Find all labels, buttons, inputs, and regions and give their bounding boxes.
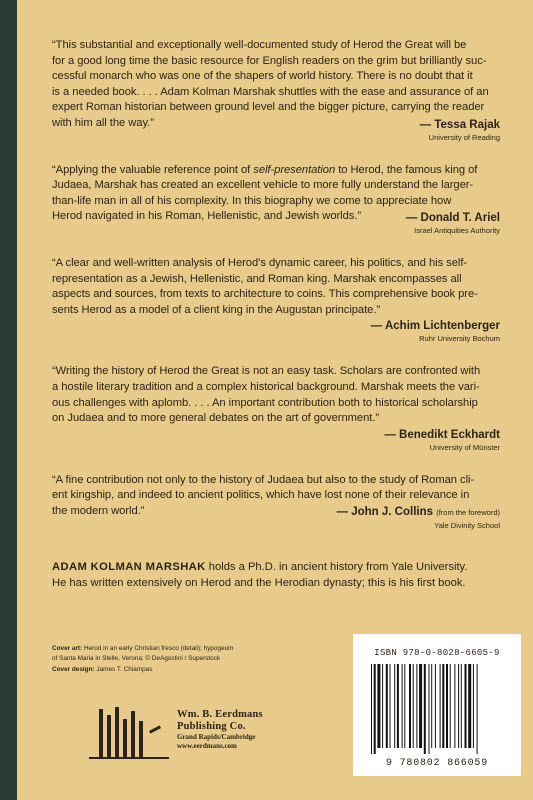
endorser-name: — Tessa Rajak: [419, 118, 500, 131]
barcode-bar: [450, 664, 451, 748]
publisher-name-line1: Wm. B. Eerdmans: [177, 709, 263, 720]
barcode-bar: [413, 664, 414, 748]
barcode-bar: [458, 664, 459, 748]
endorsement-rajak: [52, 38, 502, 143]
barcode-bar: [371, 664, 372, 754]
publisher-name-line2: Publishing Co.: [177, 721, 246, 732]
endorser-affiliation: Israel Antiquities Authority: [414, 225, 500, 235]
spine-edge: [0, 0, 17, 800]
author-name: ADAM KOLMAN MARSHAK: [52, 561, 206, 573]
barcode-bar: [419, 664, 422, 748]
endorser-name: — Achim Lichtenberger: [370, 320, 500, 333]
isbn-label: ISBN 978-0-8028-6605-9: [374, 648, 500, 658]
barcode-bar: [473, 664, 474, 748]
endorsement-attribution: [52, 428, 502, 453]
endorser-affiliation: University of Reading: [428, 132, 500, 142]
barcode-bar: [397, 664, 399, 748]
endorser-affiliation: Ruhr University Bochum: [419, 334, 500, 344]
barcode-bar: [429, 664, 430, 754]
barcode-bar: [435, 664, 436, 748]
endorsement-text: “A fine contribution not only to the history of Judaea but also to the study of Roman cli- ent kingship, and indeed to ancient politics, which have lost none of their relevance in the modern world.”: [52, 473, 475, 517]
barcode-bar: [468, 664, 471, 748]
endorsement-text: “Writing the history of Herod the Great is not an easy task. Scholars are confronted with a hostile literary tradition and a complex historical background. Marshak meets the vari- ous challenges with aplomb. . . . An important contribution both to historical scholarship on Judaea and to more general debates on the art of government.”: [52, 365, 481, 425]
endorser-name: — John J. Collins (from the foreword): [336, 506, 500, 519]
endorsement-text: “This substantial and exceptionally well-documented study of Herod the Great will be for a good long time the basic resource for English readers on the grim but brilliantly suc- cessful monarch who was one of the shapers of world history. There is no doubt that it is a needed book. . . . Adam Kolman Marshak shuttles with the ease and assurance of an expert Roman historian between ground level and the bigger picture, carrying the reader with him all the way.”: [52, 39, 489, 129]
publisher-url: www.eerdmans.com: [177, 742, 237, 750]
endorser-affiliation: University of Münster: [429, 442, 500, 452]
eerdmans-logo-icon: [85, 705, 169, 761]
endorsement-collins: [52, 473, 502, 532]
cover-art-credit: Cover art: Herod in an early Christian fresco (detail); hypogeum of Santa Maria in Stelle, Verona; © DeAgostini / Superstock: [52, 645, 234, 662]
barcode-bar: [409, 664, 411, 748]
barcode-bar: [390, 664, 391, 748]
barcode-bar: [404, 664, 405, 748]
barcode-bar: [461, 664, 462, 748]
endorser-name: — Benedikt Eckhardt: [384, 428, 500, 441]
endorser-name: — Donald T. Ariel: [405, 211, 500, 224]
foreword-note: (from the foreword): [436, 508, 500, 518]
publisher-text: [177, 709, 263, 751]
barcode-number: 9 780802 866059: [385, 758, 488, 769]
barcode-bar: [442, 664, 444, 748]
endorsement-text: “A clear and well-written analysis of Herod’s dynamic career, his politics, and his self- representation as a Jewish, Hellenistic, and Roman king. Marshak encompasses all aspects and sources, from texts to architecture to coins. This comprehensive book pre- sents Herod as a model of a client king in the Augustan principate.”: [52, 256, 478, 316]
publisher-imprint: [85, 705, 325, 765]
barcode-bar: [477, 664, 478, 754]
barcode-bar: [424, 664, 426, 754]
barcode-bar: [416, 664, 417, 748]
barcode-bar: [382, 664, 383, 748]
barcode-bar: [465, 664, 467, 748]
barcode-bar: [402, 664, 403, 748]
author-bio: ADAM KOLMAN MARSHAK holds a Ph.D. in ancient history from Yale University. He has written extensively on Herod and the Herodian dynasty; this is his first book.: [52, 561, 468, 589]
endorsement-lichtenberger: [52, 256, 502, 344]
endorsement-eckhardt: [52, 364, 502, 452]
barcode-bar: [374, 664, 376, 754]
cover-design-credit: Cover design: James T. Chiampas: [52, 666, 153, 674]
endorsements: [52, 38, 502, 551]
endorsement-text: “Applying the valuable reference point of self-presentation to Herod, the famous king of Judaea, Marshak has created an excellent vehicle to more fully understand the larger- than-life man in all of his complexity. In this biography we come to appreciate how Herod navigated in his Roman, Hellenistic, and Jewish worlds.”: [52, 163, 478, 223]
barcode-bar: [454, 664, 455, 748]
barcode-bar: [440, 664, 441, 748]
barcode-icon: [369, 664, 505, 756]
barcode-bar: [386, 664, 388, 748]
cover-credits: [52, 644, 332, 677]
endorser-affiliation: Yale Divinity School: [434, 521, 500, 531]
barcode-box: [353, 634, 521, 776]
barcode-bar: [431, 664, 432, 748]
endorsement-ariel: [52, 163, 502, 236]
barcode-bar: [446, 664, 448, 748]
endorsement-attribution: [52, 319, 502, 344]
publisher-place: Grand Rapids/Cambridge: [177, 733, 256, 741]
barcode-bar: [394, 664, 395, 748]
barcode-bar: [377, 664, 380, 748]
